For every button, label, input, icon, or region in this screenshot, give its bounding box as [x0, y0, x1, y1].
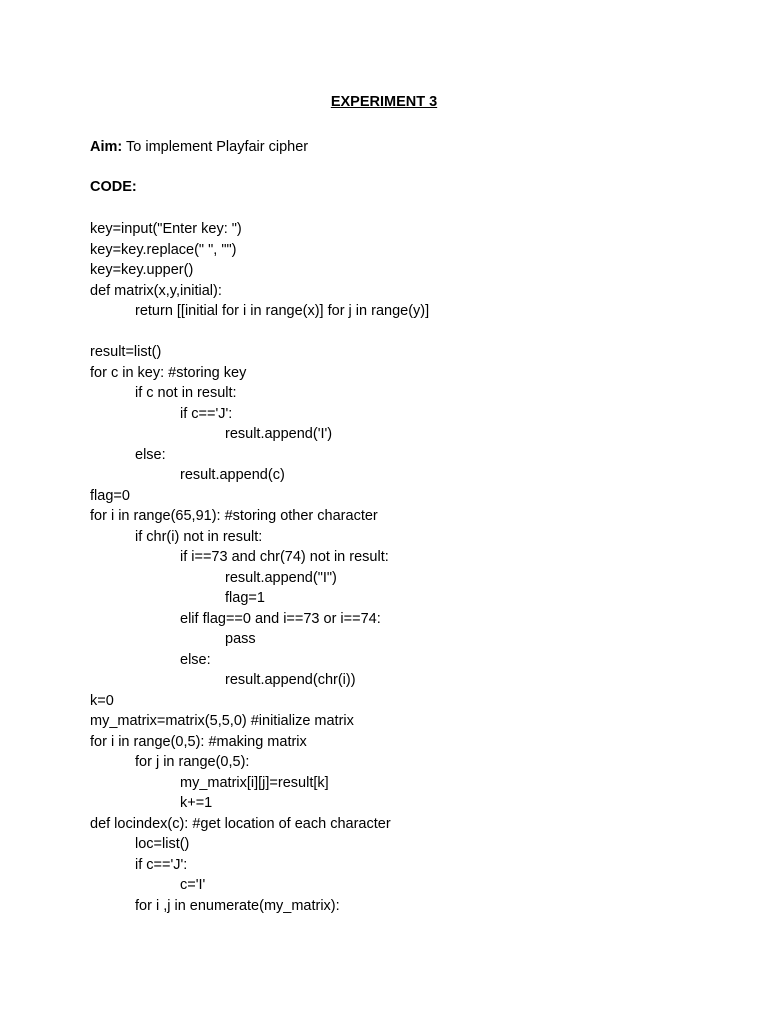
aim-line [90, 138, 308, 156]
code-line: my_matrix[i][j]=result[k] [180, 774, 329, 791]
code-heading: CODE: [90, 179, 137, 195]
code-line: else: [135, 446, 166, 463]
code-line: return [[initial for i in range(x)] for j in range(y)] [135, 303, 430, 319]
code-line: key=input("Enter key: ") [90, 221, 242, 237]
aim-text: To implement Playfair cipher [122, 139, 309, 155]
code-line: pass [225, 631, 256, 647]
code-line [90, 322, 730, 343]
code-line: result=list() [90, 344, 162, 360]
code-line: def locindex(c): #get location of each character [90, 815, 391, 832]
code-line: result.append(c) [180, 467, 285, 483]
code-line: for i in range(0,5): #making matrix [90, 733, 307, 750]
code-line: if c=='J': [180, 405, 233, 422]
code-line: key=key.replace(" ", "") [90, 241, 237, 258]
code-line: for j in range(0,5): [135, 754, 250, 770]
code-block [90, 219, 730, 916]
code-line: else: [180, 651, 211, 668]
code-line: if i==73 and chr(74) not in result: [180, 549, 389, 565]
code-line: def matrix(x,y,initial): [90, 282, 222, 299]
code-line: if chr(i) not in result: [135, 528, 263, 545]
code-line: for i in range(65,91): #storing other character [90, 508, 378, 524]
code-line: result.append("I") [225, 569, 337, 586]
aim-label: Aim: [90, 139, 123, 155]
code-line: flag=0 [90, 487, 130, 504]
code-line: result.append('I') [225, 426, 333, 442]
code-line: loc=list() [135, 836, 190, 852]
code-line: if c=='J': [135, 856, 188, 873]
code-line: key=key.upper() [90, 262, 194, 278]
code-line: result.append(chr(i)) [225, 672, 356, 688]
code-line: elif flag==0 and i==73 or i==74: [180, 610, 381, 627]
page-title: EXPERIMENT 3 [330, 94, 438, 110]
code-line: c='I' [180, 877, 206, 893]
code-line: k=0 [90, 692, 114, 709]
code-line: flag=1 [225, 590, 265, 606]
code-line: for c in key: #storing key [90, 364, 247, 381]
code-line: my_matrix=matrix(5,5,0) #initialize matrix [90, 713, 354, 729]
code-line: for i ,j in enumerate(my_matrix): [135, 897, 340, 914]
code-line: if c not in result: [135, 385, 237, 401]
code-line: k+=1 [180, 795, 213, 811]
